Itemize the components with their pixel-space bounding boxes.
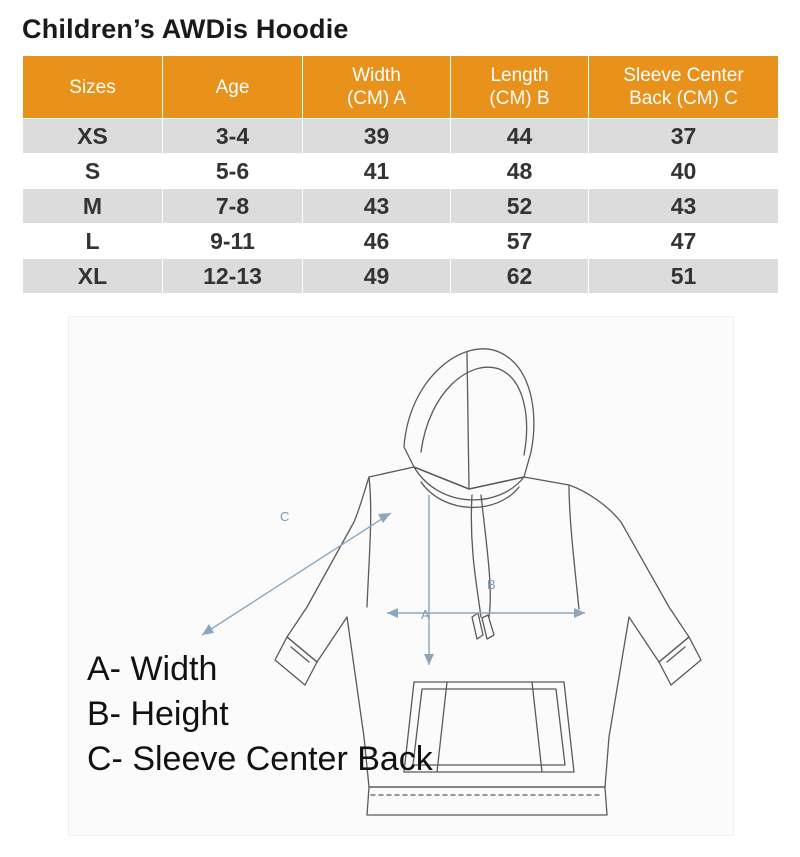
- drawstring-left: [471, 495, 481, 617]
- legend-item-a: A- Width: [87, 650, 218, 689]
- cell-sleeve: 37: [589, 119, 779, 154]
- hoodie-diagram: [68, 316, 734, 836]
- table-header-row: [23, 56, 779, 119]
- cell-width: 41: [303, 154, 451, 189]
- cell-sleeve: 43: [589, 189, 779, 224]
- column-header-length: [451, 56, 589, 119]
- measure-label-c: C: [280, 509, 290, 525]
- pocket-opening-right: [532, 682, 542, 772]
- measure-line-c: [202, 513, 391, 635]
- legend-item-c: C- Sleeve Center Back: [87, 740, 433, 779]
- size-chart-table: [22, 55, 779, 294]
- table-row: [23, 189, 779, 224]
- table-row: [23, 154, 779, 189]
- cell-width: 43: [303, 189, 451, 224]
- table-body: [23, 119, 779, 294]
- measure-arrow-c-end: [378, 513, 391, 523]
- cell-sleeve: 51: [589, 259, 779, 294]
- measure-arrow-b-end: [574, 608, 585, 618]
- pocket-opening-left: [437, 682, 447, 772]
- cuff-right-detail: [667, 647, 685, 662]
- cell-length: 44: [451, 119, 589, 154]
- cell-width: 49: [303, 259, 451, 294]
- table-row: [23, 224, 779, 259]
- table-row: [23, 119, 779, 154]
- table-row: [23, 259, 779, 294]
- page-title: Children’s AWDis Hoodie: [22, 14, 349, 44]
- cell-age: 5-6: [163, 154, 303, 189]
- column-header-sleeve-line2: Back (CM) C: [629, 88, 738, 110]
- shoulder-seam-right: [569, 485, 579, 609]
- column-header-age: [163, 56, 303, 119]
- measure-label-b: B: [487, 577, 496, 593]
- cell-sleeve: 40: [589, 154, 779, 189]
- cell-length: 57: [451, 224, 589, 259]
- cell-age: 7-8: [163, 189, 303, 224]
- cell-width: 39: [303, 119, 451, 154]
- cell-size: XS: [23, 119, 163, 154]
- drawstring-right: [481, 495, 490, 617]
- pocket-inner-line: [413, 689, 565, 765]
- cell-age: 9-11: [163, 224, 303, 259]
- column-header-width-line2: (CM) A: [346, 88, 407, 110]
- column-header-sizes: [23, 56, 163, 119]
- drawstring-tip-right: [482, 615, 494, 639]
- cell-size: XL: [23, 259, 163, 294]
- cell-age: 12-13: [163, 259, 303, 294]
- diagram-legend: [87, 647, 433, 782]
- cell-length: 52: [451, 189, 589, 224]
- neck-inner: [421, 482, 519, 507]
- cell-size: M: [23, 189, 163, 224]
- column-header-length-line1: Length: [490, 65, 549, 86]
- column-header-sleeve: [589, 56, 779, 119]
- measure-arrow-c-start: [202, 624, 214, 635]
- cell-length: 62: [451, 259, 589, 294]
- cell-size: L: [23, 224, 163, 259]
- cell-sleeve: 47: [589, 224, 779, 259]
- measurement-lines: [202, 495, 585, 665]
- shoulder-seam-left: [367, 477, 371, 607]
- legend-item-b: B- Height: [87, 695, 229, 734]
- cell-age: 3-4: [163, 119, 303, 154]
- table-header: [23, 56, 779, 119]
- column-header-sizes-line1: Sizes: [69, 76, 116, 98]
- cuff-right: [659, 637, 701, 685]
- bottom-hem: [367, 787, 607, 815]
- measure-arrow-b-start: [387, 608, 398, 618]
- column-header-length-line2: (CM) B: [489, 88, 550, 110]
- cell-length: 48: [451, 154, 589, 189]
- hood-inner-line: [421, 368, 527, 456]
- measure-label-a: A: [421, 607, 430, 623]
- cell-width: 46: [303, 224, 451, 259]
- column-header-width: [303, 56, 451, 119]
- column-header-width-line1: Width: [352, 65, 401, 86]
- column-header-age-line1: Age: [215, 76, 250, 98]
- column-header-sleeve-line1: Sleeve Center: [623, 65, 744, 86]
- cell-size: S: [23, 154, 163, 189]
